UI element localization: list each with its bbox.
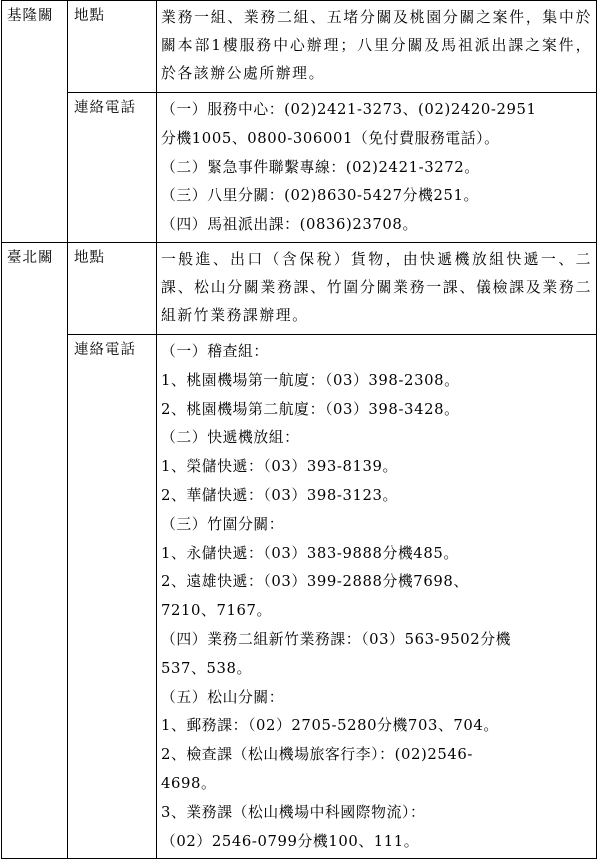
phone-line: 1、郵務課：（02）2705-5280分機703、704。 [161,717,499,735]
phone-line: 1、桃園機場第一航廈：（03）398-2308。 [161,371,460,389]
phone-line: 1、永儲快遞：（03）383-9888分機485。 [161,544,459,562]
field-label: 地點 [74,8,105,24]
content-cell [157,242,597,334]
table-row [2,334,597,858]
region-label: 臺北關 [7,249,54,266]
table-row [2,93,597,243]
phone-list [157,93,596,242]
phone-line: （一）服務中心：(02)2421-3273、(02)2420-2951 [161,101,537,118]
phone-line: （五）松山分關： [161,688,285,706]
location-text: 一般進、出口（含保稅）貨物，由快遞機放組快遞一、二課、松山分關業務課、竹圍分關業務一課、儀檢課及業務二組新竹業務課辦理。 [161,250,592,324]
field-cell [68,93,157,243]
phone-line: （四）馬祖派出課：(0836)23708。 [161,216,418,234]
field-label: 地點 [74,249,105,266]
content-cell [157,1,597,93]
phone-line: （四）業務二組新竹業務課：（03）563-9502分機 [161,630,512,648]
phone-line: （一）稽查組： [161,342,269,360]
field-label: 連絡電話 [74,341,136,358]
field-cell [68,242,157,334]
content-cell [157,334,597,858]
phone-line: 537、538。 [161,659,252,677]
phone-line: 2、桃園機場第二航廈：（03）398-3428。 [161,400,460,418]
phone-line: （二）緊急事件聯繫專線：(02)2421-3272。 [161,158,480,176]
field-label: 連絡電話 [74,100,136,116]
customs-office-table [1,0,597,859]
content-cell [157,93,597,243]
region-label: 基隆關 [7,8,54,24]
phone-line: 7210、7167。 [161,602,272,620]
phone-line: 2、檢查課（松山機場旅客行李）：(02)2546- [161,746,473,764]
phone-line: （二）快遞機放組： [161,429,300,447]
phone-line: （02）2546-0799分機100、111。 [161,832,420,850]
phone-line: 2、華儲快遞：（03）398-3123。 [161,486,398,504]
phone-line: （三）八里分關：(02)8630-5427分機251。 [161,187,479,205]
table-row [2,1,597,93]
phone-line: （三）竹圍分關： [161,515,285,533]
region-cell [2,1,68,243]
field-cell [68,334,157,858]
location-text: 業務一組、業務二組、五堵分關及桃園分關之案件，集中於關本部1樓服務中心辦理；八里分關及馬祖派出課之案件，於各該辦公處所辦理。 [161,9,592,82]
phone-line: 3、業務課（松山機場中科國際物流）： [161,803,426,821]
region-cell [2,242,68,858]
phone-line: 1、榮儲快遞：（03）393-8139。 [161,458,398,476]
table-row [2,242,597,334]
phone-line: 2、遠雄快遞：（03）399-2888分機7698、 [161,573,469,591]
field-cell [68,1,157,93]
phone-list [157,335,596,858]
phone-line: 4698。 [161,774,217,792]
phone-line: 分機1005、0800-306001（免付費服務電話）。 [161,129,500,147]
